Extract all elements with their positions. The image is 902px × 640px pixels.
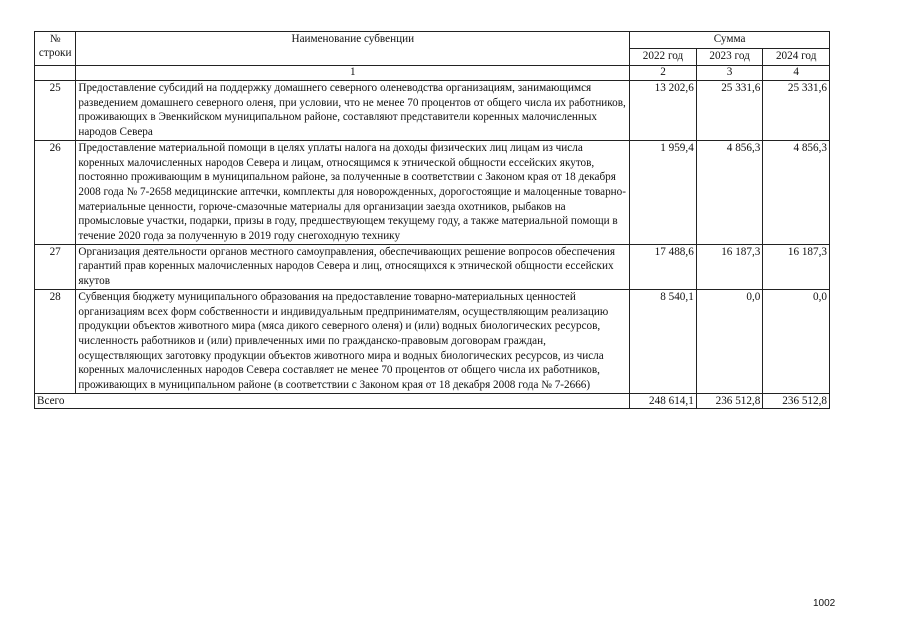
- subsidy-name: Предоставление материальной помощи в целях уплаты налога на доходы физических лиц лицам из числа коренных малочисленных народов Севера и лицам, относящимся к этнической общности ессейских якутов, постоянно проживающим в муниципальном районе, за полученные в соответствии с Законом края от 18 декабря 2008 года № 7-2658 медицинские аптечки, комплекты для новорожденных, дорогостоящие и малоценные товарно-материальные ценности, горюче-смазочные материалы для организации заезда охотников, рыбаков на промысловые участки, подарки, призы в году, предшествующем текущему году, а также материальной помощи в течение 2020 года за полученную в 2019 году снегоходную технику: [76, 140, 630, 244]
- subsidy-name: Субвенция бюджету муниципального образования на предоставление товарно-материальных ценностей организациям всех форм собственности и индивидуальным предпринимателям, осуществляющим реализацию продукции объектов животного мира (мяса дикого северного оленя) и (или) водных биологических ресурсов, численность работников и (или) привлеченных ими по гражданско-правовым договорам граждан, осуществляющих заготовку продукции объектов животного мира и водных биологических ресурсов, из числа коренных малочисленных народов Севера составляет не менее 70 процентов от общего числа их работников, проживающих в муниципальном районе (в соответствии с Законом края от 18 декабря 2008 года № 7-2666): [76, 289, 630, 393]
- amount-2023: 4 856,3: [696, 140, 763, 244]
- subsidy-table: [34, 31, 830, 409]
- header-year-2023: 2023 год: [696, 49, 763, 66]
- column-index-1: 1: [76, 66, 630, 81]
- total-row: [35, 393, 830, 409]
- amount-2022: 17 488,6: [630, 244, 697, 289]
- table-header: [35, 32, 830, 81]
- column-index-2: 2: [630, 66, 697, 81]
- page-number: 1002: [813, 598, 836, 609]
- amount-2023: 25 331,6: [696, 81, 763, 141]
- subsidy-name: Организация деятельности органов местного самоуправления, обеспечивающих решение вопросов обеспечения гарантий прав коренных малочисленных народов Севера и лиц, относящихся к этнической общности ессейских якутов: [76, 244, 630, 289]
- amount-2024: 0,0: [763, 289, 830, 393]
- total-label: Всего: [35, 393, 630, 409]
- row-number: 26: [35, 140, 76, 244]
- column-index-3: 3: [696, 66, 763, 81]
- column-index-row: [35, 66, 830, 81]
- table-row: [35, 140, 830, 244]
- subsidy-name: Предоставление субсидий на поддержку домашнего северного оленеводства организациям, занимающимся разведением домашнего северного оленя, при условии, что не менее 70 процентов от общего числа их работников, проживающих в Эвенкийском муниципальном районе, составляют представители коренных малочисленных народов Севера: [76, 81, 630, 141]
- header-subsidy-name: Наименование субвенции: [76, 32, 630, 66]
- row-number: 28: [35, 289, 76, 393]
- amount-2022: 8 540,1: [630, 289, 697, 393]
- header-amount: Сумма: [630, 32, 830, 49]
- header-row-number: № строки: [35, 32, 76, 66]
- column-index-empty: [35, 66, 76, 81]
- row-number: 25: [35, 81, 76, 141]
- table-row: [35, 289, 830, 393]
- header-row-top: [35, 32, 830, 49]
- total-2024: 236 512,8: [763, 393, 830, 409]
- table-body: [35, 81, 830, 409]
- table-row: [35, 81, 830, 141]
- amount-2023: 16 187,3: [696, 244, 763, 289]
- header-year-2022: 2022 год: [630, 49, 697, 66]
- amount-2024: 25 331,6: [763, 81, 830, 141]
- row-number: 27: [35, 244, 76, 289]
- amount-2022: 13 202,6: [630, 81, 697, 141]
- total-2022: 248 614,1: [630, 393, 697, 409]
- amount-2022: 1 959,4: [630, 140, 697, 244]
- amount-2024: 16 187,3: [763, 244, 830, 289]
- column-index-4: 4: [763, 66, 830, 81]
- total-2023: 236 512,8: [696, 393, 763, 409]
- table-row: [35, 244, 830, 289]
- header-year-2024: 2024 год: [763, 49, 830, 66]
- amount-2024: 4 856,3: [763, 140, 830, 244]
- amount-2023: 0,0: [696, 289, 763, 393]
